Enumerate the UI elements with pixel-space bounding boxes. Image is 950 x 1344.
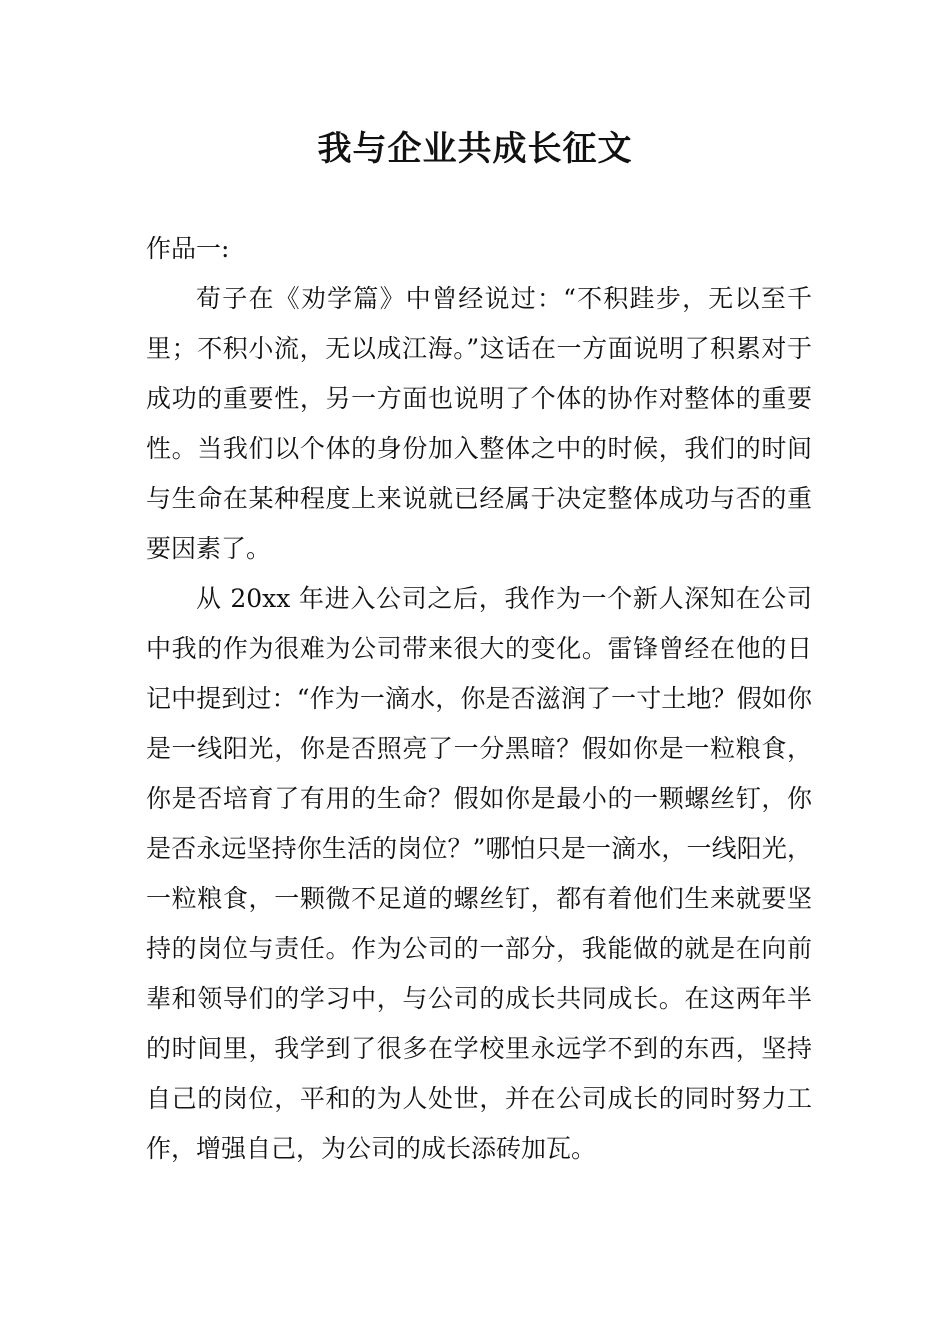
paragraph-2: 从 20xx 年进入公司之后，我作为一个新人深知在公司中我的作为很难为公司带来很大的变化。雷锋曾经在他的日记中提到过：“作为一滴水，你是否滋润了一寸土地？假如你是一线阳光，你是否照亮了一分黑暗？假如你是一粒粮食，你是否培育了有用的生命？假如你是最小的一颗螺丝钉，你是否永远坚持你生活的岗位？”哪怕只是一滴水，一线阳光，一粒粮食，一颗微不足道的螺丝钉，都有着他们生来就要坚持的岗位与责任。作为公司的一部分，我能做的就是在向前辈和领导们的学习中，与公司的成长共同成长。在这两年半的时间里，我学到了很多在学校里永远学不到的东西，坚持自己的岗位，平和的为人处世，并在公司成长的同时努力工作，增强自己，为公司的成长添砖加瓦。 <box>146 584 812 1163</box>
document-body <box>146 224 812 1174</box>
paragraph-1: 荀子在《劝学篇》中曾经说过：“不积跬步，无以至千里；不积小流，无以成江海。”这话在一方面说明了积累对于成功的重要性，另一方面也说明了个体的协作对整体的重要性。当我们以个体的身份加入整体之中的时候，我们的时间与生命在某种程度上来说就已经属于决定整体成功与否的重要因素了。 <box>146 284 812 563</box>
section-label: 作品一: <box>146 234 230 263</box>
document-title: 我与企业共成长征文 <box>317 129 633 169</box>
